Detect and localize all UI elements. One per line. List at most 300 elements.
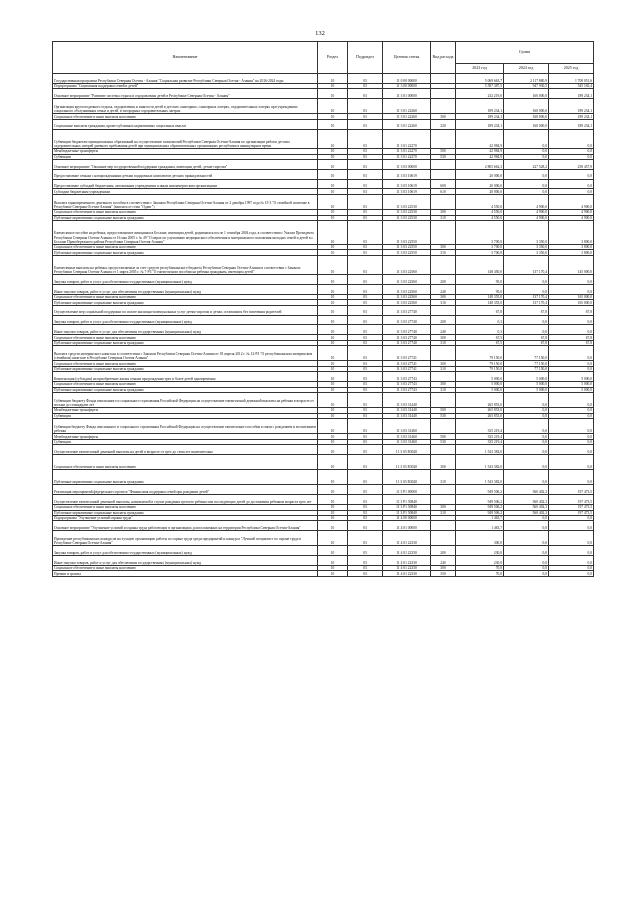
row-subsection: 03	[348, 154, 383, 159]
row-name: Проведение республиканских конкурсов на лучшую организацию работы по охране труда среди предприятий и конкурса "Лучший специалист по охране труда в Республике Северная Осетия-Алания"	[53, 531, 318, 546]
row-sum-2025: 0,0	[549, 129, 594, 149]
row-sum-2025: 5 000,0	[549, 372, 594, 382]
row-sum-2023: 300,0	[456, 531, 504, 546]
row-expense-type	[431, 74, 456, 84]
row-sum-2023: 42 984,9	[456, 129, 504, 149]
row-target-article: 11 0 00 00000	[383, 74, 431, 84]
table-row	[53, 325, 594, 335]
row-sum-2024: 4 900,0	[504, 194, 549, 209]
row-sum-2025: 0,0	[549, 521, 594, 531]
row-expense-type: 300	[431, 454, 456, 469]
row-target-article: 11 3 01 22260	[383, 99, 431, 114]
row-subsection: 03	[348, 160, 383, 170]
table-row	[53, 220, 594, 244]
row-sum-2024: 0,0	[504, 571, 549, 576]
row-subsection: 03	[348, 210, 383, 215]
row-name: Подпрограмма "Социальная поддержка семей и детей"	[53, 83, 318, 88]
row-sum-2024: 67,8	[504, 305, 549, 315]
row-sum-2023: 1 543 382,0	[456, 445, 504, 455]
row-section: 10	[318, 531, 348, 546]
row-name: Публичные нормативные социальные выплаты гражданам	[53, 470, 318, 485]
row-sum-2023: 148 355,0	[456, 300, 504, 305]
row-sum-2023: 232 219,0	[456, 89, 504, 99]
row-subsection: 03	[348, 408, 383, 413]
row-subsection: 03	[348, 325, 383, 335]
row-sum-2025: 0,0	[549, 285, 594, 295]
row-sum-2025: 165 000,0	[549, 300, 594, 305]
row-section: 10	[318, 445, 348, 455]
table-row	[53, 445, 594, 455]
header-year-2024: 2024 год	[504, 64, 549, 74]
row-sum-2025: 0,0	[549, 169, 594, 179]
row-section: 10	[318, 439, 348, 444]
table-row	[53, 119, 594, 129]
row-sum-2025: 4 900,0	[549, 215, 594, 220]
row-sum-2025: 0,0	[549, 189, 594, 194]
row-target-article: 11 3 03 27740	[383, 340, 431, 345]
row-sum-2024: 560 402,3	[504, 505, 549, 510]
row-sum-2024: 0,0	[504, 470, 549, 485]
row-target-article: 11 3 03 R3020	[383, 454, 431, 469]
table-row	[53, 392, 594, 407]
table-row	[53, 531, 594, 546]
row-section: 10	[318, 571, 348, 576]
table-row	[53, 160, 594, 170]
row-sum-2025: 197 473,5	[549, 495, 594, 505]
row-name: Основное мероприятие "Развитие системы отдыха и оздоровления детей в Республике Северная Осетия - Алания"	[53, 89, 318, 99]
row-subsection: 03	[348, 505, 383, 510]
row-sum-2025: 189 234,1	[549, 99, 594, 114]
row-section: 10	[318, 346, 348, 361]
row-expense-type: 300	[431, 210, 456, 215]
header-sum: Сумма	[456, 42, 594, 64]
row-sum-2024: 560 402,3	[504, 485, 549, 495]
row-expense-type: 530	[431, 439, 456, 444]
table-row	[53, 521, 594, 531]
row-expense-type: 300	[431, 114, 456, 119]
row-subsection: 03	[348, 392, 383, 407]
row-target-article: 11 3 P1 50840	[383, 505, 431, 510]
row-expense-type: 240	[431, 556, 456, 566]
row-subsection: 03	[348, 445, 383, 455]
row-sum-2025: 197 473,5	[549, 505, 594, 510]
row-sum-2025: 165 000,0	[549, 295, 594, 300]
row-sum-2023: 20 000,0	[456, 179, 504, 189]
row-sum-2024: 0,0	[504, 392, 549, 407]
row-target-article: 11 3 03 10619	[383, 169, 431, 179]
table-row	[53, 99, 594, 114]
row-sum-2023: 1 543 382,0	[456, 470, 504, 485]
row-expense-type: 310	[431, 250, 456, 255]
row-section: 10	[318, 179, 348, 189]
row-section: 10	[318, 74, 348, 84]
row-sum-2023: 2 805 662,3	[456, 160, 504, 170]
row-name: Основное мероприятие "Улучшение условий и охраны труда работающих в организациях, расположенных на территории Республики Северная Осетия-Алания"	[53, 521, 318, 531]
row-sum-2023: 230,0	[456, 546, 504, 556]
row-sum-2024: 0,0	[504, 434, 549, 439]
row-target-article: 11 3 03 27740	[383, 305, 431, 315]
row-sum-2024: 947 930,5	[504, 83, 549, 88]
row-target-article: 11 3 01 22270	[383, 154, 431, 159]
row-sum-2025: 0,0	[549, 325, 594, 335]
row-target-article: 11 3 03 10619	[383, 189, 431, 194]
row-section: 10	[318, 454, 348, 469]
row-expense-type: 310	[431, 215, 456, 220]
row-section: 10	[318, 515, 348, 520]
row-sum-2025: 3 800,0	[549, 250, 594, 255]
row-sum-2023: 20 000,0	[456, 169, 504, 179]
row-sum-2025: 189 234,1	[549, 89, 594, 99]
row-expense-type	[431, 392, 456, 407]
row-sum-2025: 0,0	[549, 531, 594, 546]
row-sum-2024: 0,0	[504, 315, 549, 325]
row-section: 10	[318, 305, 348, 315]
row-name: Публичные нормативные социальные выплаты гражданам	[53, 340, 318, 345]
row-expense-type: 500	[431, 149, 456, 154]
table-row	[53, 546, 594, 556]
row-sum-2023: 95,0	[456, 275, 504, 285]
row-name: Социальное обеспечение и иные выплаты населению	[53, 335, 318, 340]
row-sum-2024: 67,8	[504, 340, 549, 345]
row-sum-2024: 0,0	[504, 275, 549, 285]
row-sum-2023: 3 700,0	[456, 244, 504, 249]
row-section: 10	[318, 300, 348, 305]
row-sum-2025: 4 900,0	[549, 210, 594, 215]
row-section: 10	[318, 392, 348, 407]
row-section: 10	[318, 129, 348, 149]
row-sum-2023: 3 700,0	[456, 250, 504, 255]
row-sum-2024: 0,0	[504, 325, 549, 335]
row-sum-2025: 0,0	[549, 179, 594, 189]
row-sum-2024: 67,8	[504, 335, 549, 340]
header-year-2023: 2023 год	[456, 64, 504, 74]
row-sum-2023: 4 550,0	[456, 194, 504, 209]
row-subsection: 03	[348, 275, 383, 285]
row-sum-2025: 0,0	[549, 515, 594, 520]
row-subsection: 03	[348, 454, 383, 469]
row-sum-2023: 189 234,1	[456, 99, 504, 114]
row-expense-type: 300	[431, 505, 456, 510]
row-section: 10	[318, 315, 348, 325]
table-row	[53, 372, 594, 382]
row-name: Реализация мероприятий федерального проекта "Финансовая поддержка семей при рождении детей"	[53, 485, 318, 495]
row-name: Субвенции бюджетам муниципальных образований на осуществление полномочий Республики Северная Осетия-Алания по организации работы детских оздоровительных лагерей дневного пребывания детей при муниципальных образовательных организациях республики в каникулярное время	[53, 129, 318, 149]
row-sum-2024: 3 350,0	[504, 220, 549, 244]
row-subsection: 03	[348, 255, 383, 275]
row-subsection: 03	[348, 413, 383, 418]
row-target-article: 11 3 03 R3020	[383, 470, 431, 485]
row-section: 10	[318, 382, 348, 387]
row-name: Субвенции	[53, 154, 318, 159]
row-sum-2024: 0,0	[504, 445, 549, 455]
row-section: 10	[318, 470, 348, 485]
row-name: Социальное обеспечение и иные выплаты населению	[53, 244, 318, 249]
row-expense-type: 500	[431, 408, 456, 413]
row-subsection: 03	[348, 250, 383, 255]
table-row	[53, 454, 594, 469]
row-sum-2024: 5 000,0	[504, 382, 549, 387]
row-sum-2025: 0,0	[549, 571, 594, 576]
row-section: 10	[318, 510, 348, 515]
row-expense-type: 200	[431, 275, 456, 285]
row-sum-2023: 67,8	[456, 305, 504, 315]
row-sum-2024: 0,0	[504, 515, 549, 520]
header-section: Раздел	[318, 42, 348, 74]
row-subsection: 03	[348, 215, 383, 220]
row-name: Субвенции	[53, 439, 318, 444]
row-expense-type: 240	[431, 325, 456, 335]
row-sum-2024: 0,0	[504, 419, 549, 434]
row-sum-2024: 137 170,4	[504, 295, 549, 300]
row-section: 10	[318, 556, 348, 566]
row-subsection: 03	[348, 300, 383, 305]
row-sum-2024: 5 000,0	[504, 372, 549, 382]
row-expense-type: 530	[431, 413, 456, 418]
row-target-article: 11 3 01 22270	[383, 129, 431, 149]
row-name: Закупка товаров, работ и услуг для обеспечения государственных (муниципальных) нужд	[53, 315, 318, 325]
row-name: Ежемесячные выплаты на ребенка, предоставляемые за счет средств республиканского бюджета Республики Северная Осетия-Алания в соответствии с Законом Республики Северная Осетия-Алания от 1 марта 2005 г. № 7-РЗ "О ежемесячном пособии на ребенка гражданам, имеющим детей"	[53, 255, 318, 275]
budget-table	[52, 41, 594, 577]
row-sum-2023: 1 543 382,0	[456, 454, 504, 469]
row-expense-type: 300	[431, 382, 456, 387]
row-sum-2023: 189 234,1	[456, 114, 504, 119]
row-sum-2025: 0,0	[549, 413, 594, 418]
row-sum-2023: 5 587 387,5	[456, 83, 504, 88]
row-sum-2024: 4 900,0	[504, 210, 549, 215]
row-section: 10	[318, 83, 348, 88]
row-subsection: 03	[348, 546, 383, 556]
row-section: 10	[318, 521, 348, 531]
row-subsection: 03	[348, 189, 383, 194]
row-name: Осуществление мер социальной поддержки по оплате жилищно-коммунальных услуг детям-сиротам и детям, оставшимся без попечения родителей	[53, 305, 318, 315]
row-name: Межбюджетные трансферты	[53, 408, 318, 413]
row-expense-type: 500	[431, 434, 456, 439]
table-row	[53, 74, 594, 84]
row-name: Ежемесячное пособие на ребенка, предоставляемое женщинам в Беслане, имеющим детей, родившихся после 1 сентября 2004 года, в соответствии с Указом Президента Республики Северная Осетия-Алания от 16 мая 2005 г. № 49 "О мерах по улучшению медицинского обеспечения и материального положения молодых семей и детей в г. Беслане Правобережного района Республики Северная Осетия-Алания"	[53, 220, 318, 244]
row-expense-type	[431, 372, 456, 382]
row-sum-2024: 160 000,0	[504, 89, 549, 99]
row-sum-2025: 3 800,0	[549, 220, 594, 244]
row-subsection: 03	[348, 434, 383, 439]
row-name: Социальное обеспечение и иные выплаты населению	[53, 454, 318, 469]
row-subsection: 03	[348, 220, 383, 244]
row-sum-2023: 265 853,0	[456, 408, 504, 413]
row-name: Социальное обеспечение и иные выплаты населению	[53, 114, 318, 119]
row-expense-type: 320	[431, 119, 456, 129]
row-sum-2024: 0,0	[504, 285, 549, 295]
row-name: Публичные нормативные социальные выплаты гражданам	[53, 366, 318, 371]
row-target-article: 11 4 01 22330	[383, 566, 431, 571]
row-target-article: 11 3 03 31460	[383, 434, 431, 439]
row-section: 10	[318, 169, 348, 179]
row-sum-2023: 335 219,4	[456, 439, 504, 444]
row-expense-type	[431, 521, 456, 531]
row-subsection: 03	[348, 194, 383, 209]
row-target-article: 11 3 03 10619	[383, 179, 431, 189]
row-sum-2024: 2 117 880,9	[504, 74, 549, 84]
row-name: Публичные нормативные социальные выплаты гражданам	[53, 215, 318, 220]
row-sum-2025: 0,0	[549, 408, 594, 413]
row-name: Организация круглогодичного отдыха, оздоровления и занятости детей в детских санаториях, санаторных лагерях, оздоровительных лагерях при учреждениях социального обслуживания семьи и детей, в загородных оздоровительных лагерях	[53, 99, 318, 114]
row-section: 10	[318, 335, 348, 340]
row-target-article: 11 4 00 00000	[383, 515, 431, 520]
row-sum-2023: 79 150,0	[456, 366, 504, 371]
row-name: Основное мероприятие "Оказание мер государственной поддержки гражданам, имеющим детей, детям-сиротам"	[53, 160, 318, 170]
row-sum-2024: 0,0	[504, 546, 549, 556]
row-sum-2023: 70,0	[456, 566, 504, 571]
row-section: 10	[318, 372, 348, 382]
row-subsection: 03	[348, 495, 383, 505]
row-expense-type: 240	[431, 285, 456, 295]
row-expense-type	[431, 445, 456, 455]
header-year-2025: 2025 год	[549, 64, 594, 74]
row-subsection: 03	[348, 285, 383, 295]
row-expense-type: 310	[431, 470, 456, 485]
row-name: Публичные нормативные социальные выплаты гражданам	[53, 250, 318, 255]
row-subsection: 03	[348, 361, 383, 366]
row-sum-2024: 0,0	[504, 531, 549, 546]
row-target-article: 11 3 P1 50840	[383, 495, 431, 505]
row-name: Публичные нормативные социальные выплаты гражданам	[53, 300, 318, 305]
row-sum-2023: 335 219,4	[456, 434, 504, 439]
row-sum-2023: 20 000,0	[456, 189, 504, 194]
row-target-article: 11 3 03 22530	[383, 210, 431, 215]
row-name: Государственная программа Республики Северная Осетия - Алания "Социальная развитие Республики Северная Осетия - Алания" на 2016-2024 годы	[53, 74, 318, 84]
row-name: Субсидии бюджетным учреждениям	[53, 189, 318, 194]
row-sum-2025: 189 234,1	[549, 119, 594, 129]
row-target-article: 11 3 01 22260	[383, 119, 431, 129]
row-subsection: 03	[348, 566, 383, 571]
row-sum-2025: 0,0	[549, 546, 594, 556]
row-sum-2023: 42 984,9	[456, 149, 504, 154]
row-name: Компенсация (субсидии) на приобретение жилья семьям при рождении трех и более детей одновременно	[53, 372, 318, 382]
row-sum-2023: 5 000,0	[456, 372, 504, 382]
row-section: 10	[318, 387, 348, 392]
row-sum-2024: 160 000,0	[504, 119, 549, 129]
row-name: Публичные нормативные социальные выплаты гражданам	[53, 387, 318, 392]
row-sum-2025: 4 900,0	[549, 194, 594, 209]
row-sum-2024: 0,0	[504, 521, 549, 531]
header-subsection: Подраздел	[348, 42, 383, 74]
row-sum-2024: 560 402,3	[504, 495, 549, 505]
row-name: Межбюджетные трансферты	[53, 434, 318, 439]
row-name: Субвенции бюджету Фонда пенсионного и социального страхования Российской Федерации на осуществление ежемесячной денежной выплаты на ребенка в возрасте от восьми до семнадцати лет	[53, 392, 318, 407]
row-target-article: 11 3 03 31460	[383, 419, 431, 434]
row-section: 10	[318, 419, 348, 434]
row-expense-type: 300	[431, 295, 456, 300]
row-sum-2024: 160 000,0	[504, 99, 549, 114]
row-expense-type: 530	[431, 154, 456, 159]
table-row	[53, 255, 594, 275]
header-target-article: Целевая статья	[383, 42, 431, 74]
row-target-article: 11 3 03 22550	[383, 220, 431, 244]
row-section: 10	[318, 325, 348, 335]
row-section: 10	[318, 154, 348, 159]
row-sum-2023: 4 550,0	[456, 210, 504, 215]
row-sum-2024: 160 000,0	[504, 114, 549, 119]
row-sum-2024: 137 170,4	[504, 255, 549, 275]
row-sum-2025: 67,8	[549, 305, 594, 315]
row-expense-type	[431, 419, 456, 434]
row-name: Подпрограмма "Улучшение условий охраны труда"	[53, 515, 318, 520]
row-sum-2023: 189 234,1	[456, 119, 504, 129]
row-section: 10	[318, 160, 348, 170]
row-name: Социальное обеспечение и иные выплаты населению	[53, 505, 318, 510]
row-sum-2025: 67,8	[549, 340, 594, 345]
header-expense-type: Вид расхода	[431, 42, 456, 74]
row-target-article: 11 3 03 22560	[383, 300, 431, 305]
row-expense-type: 610	[431, 189, 456, 194]
row-sum-2024: 0,0	[504, 154, 549, 159]
row-sum-2025: 1 708 051,6	[549, 74, 594, 84]
row-section: 10	[318, 546, 348, 556]
row-section: 10	[318, 189, 348, 194]
row-sum-2024: 77 150,0	[504, 366, 549, 371]
row-sum-2025: 0,0	[549, 566, 594, 571]
row-target-article: 11 3 03 22560	[383, 275, 431, 285]
row-target-article: 11 3 03 27740	[383, 325, 431, 335]
row-sum-2023: 5 000,0	[456, 382, 504, 387]
row-section: 10	[318, 485, 348, 495]
row-subsection: 03	[348, 119, 383, 129]
row-section: 10	[318, 244, 348, 249]
row-sum-2023: 0,3	[456, 325, 504, 335]
row-name: Публичные нормативные социальные выплаты гражданам	[53, 510, 318, 515]
row-section: 10	[318, 413, 348, 418]
row-target-article: 11 3 03 31440	[383, 408, 431, 413]
row-subsection: 03	[348, 129, 383, 149]
row-expense-type	[431, 169, 456, 179]
row-sum-2023: 67,5	[456, 335, 504, 340]
row-sum-2025: 0,0	[549, 470, 594, 485]
row-sum-2025: 0,0	[549, 556, 594, 566]
row-sum-2023: 148 355,0	[456, 295, 504, 300]
row-target-article: 11 3 P1 50840	[383, 510, 431, 515]
row-sum-2024: 227 528,2	[504, 160, 549, 170]
row-sum-2023: 79 150,0	[456, 346, 504, 361]
table-row	[53, 169, 594, 179]
row-expense-type	[431, 99, 456, 114]
row-sum-2023: 70,0	[456, 571, 504, 576]
row-name: Выплата средств материнского капитала в соответствии с Законом Республики Северная Осетия-Алания от 18 апреля 2012 г. № 12-РЗ "О республиканском материнском (семейном) капитале в Республике Северная Осетия-Алания"	[53, 346, 318, 361]
row-sum-2025: 0,0	[549, 315, 594, 325]
row-expense-type: 300	[431, 244, 456, 249]
table-row	[53, 89, 594, 99]
row-sum-2024: 77 150,0	[504, 346, 549, 361]
row-expense-type: 310	[431, 300, 456, 305]
row-section: 10	[318, 99, 348, 114]
row-sum-2024: 3 350,0	[504, 244, 549, 249]
row-name: Осуществление ежемесячной денежной выплаты, назначаемой в случае рождения третьего ребенка или последующих детей до достижения ребенком возраста трех лет	[53, 495, 318, 505]
row-section: 10	[318, 295, 348, 300]
row-sum-2025: 5 000,0	[549, 387, 594, 392]
row-sum-2024: 0,0	[504, 439, 549, 444]
row-sum-2025: 0,0	[549, 392, 594, 407]
row-section: 10	[318, 89, 348, 99]
row-target-article: 11 4 01 22330	[383, 546, 431, 556]
row-target-article: 11 3 01 22270	[383, 149, 431, 154]
row-expense-type	[431, 160, 456, 170]
row-section: 10	[318, 285, 348, 295]
row-expense-type: 300	[431, 361, 456, 366]
row-expense-type: 300	[431, 566, 456, 571]
row-name: Социальное обеспечение и иные выплаты населению	[53, 210, 318, 215]
row-sum-2023: 949 506,2	[456, 505, 504, 510]
row-sum-2025: 145 000,0	[549, 255, 594, 275]
row-expense-type: 310	[431, 366, 456, 371]
row-section: 10	[318, 361, 348, 366]
row-target-article: 11 3 03 31460	[383, 439, 431, 444]
